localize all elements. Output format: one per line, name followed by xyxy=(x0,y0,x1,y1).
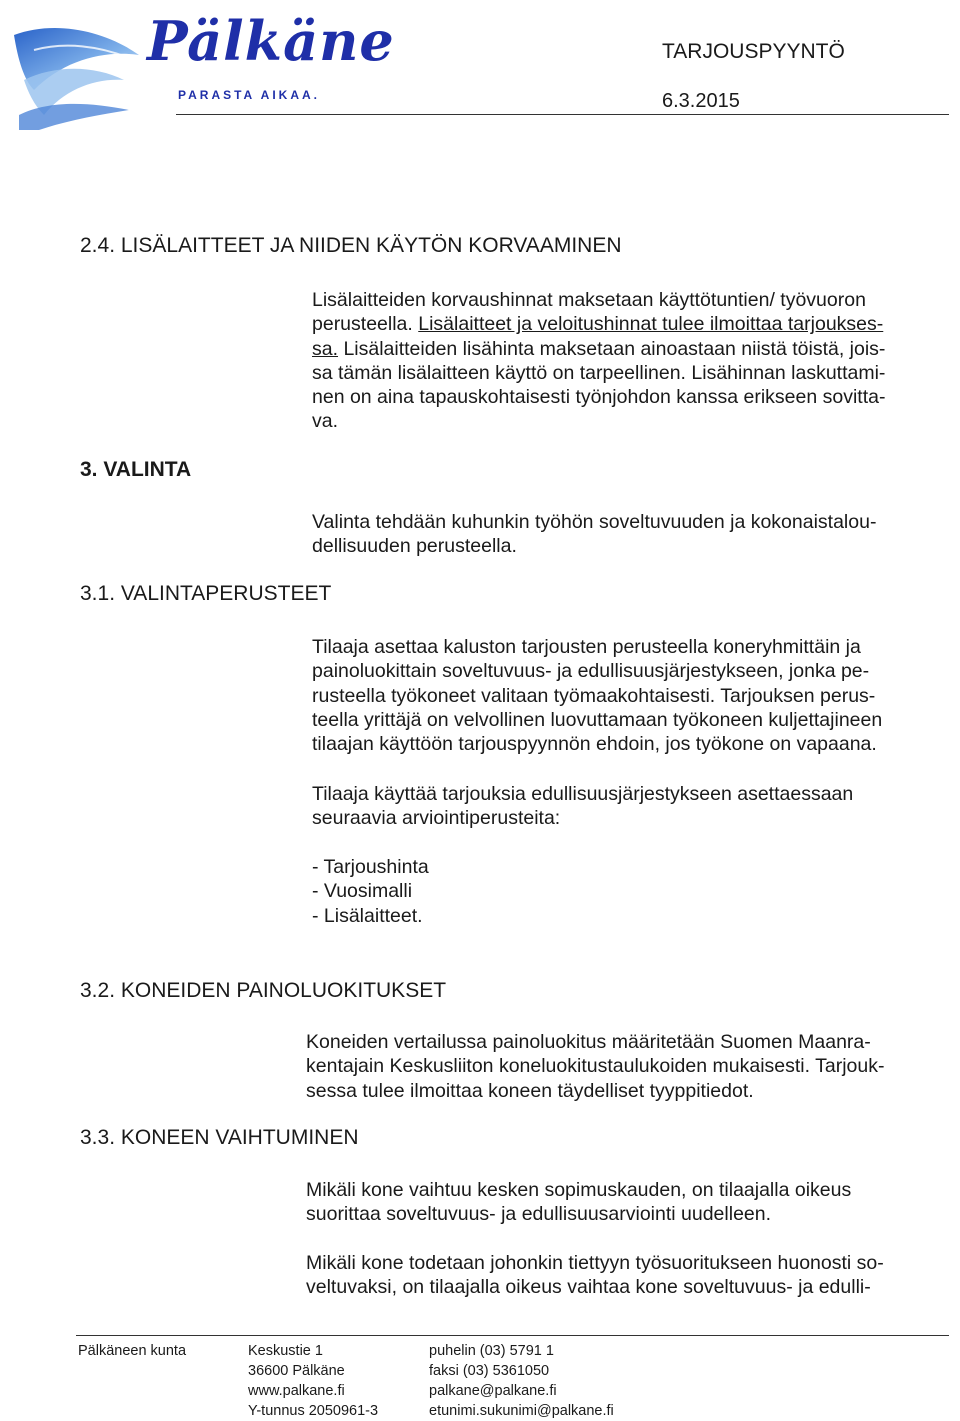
footer-line: www.palkane.fi xyxy=(248,1383,345,1399)
text-line: va. xyxy=(312,410,339,433)
footer-line: etunimi.sukunimi@palkane.fi xyxy=(429,1403,614,1419)
heading-3-3: 3.3. KONEEN VAIHTUMINEN xyxy=(80,1126,359,1149)
document-type: TARJOUSPYYNTÖ xyxy=(662,40,845,63)
text-line: Mikäli kone todetaan johonkin tiettyyn työsuoritukseen huonosti so- xyxy=(306,1252,884,1274)
text-line: perusteella. Lisälaitteet ja veloitushinnat tulee ilmoittaa tarjoukses- xyxy=(312,313,884,336)
heading-3-2: 3.2. KONEIDEN PAINOLUOKITUKSET xyxy=(80,979,447,1002)
text-line: sessa tulee ilmoittaa koneen täydelliset tyyppitiedot. xyxy=(306,1079,754,1102)
paragraph-3-2 xyxy=(306,1030,884,1103)
underlined-text: sa. xyxy=(312,337,339,360)
text-line: veltuvaksi, on tilaajalla oikeus vaihtaa kone soveltuvuus- ja edulli- xyxy=(306,1276,871,1299)
text-line: suorittaa soveltuvuus- ja edullisuusarviointi uudelleen. xyxy=(306,1203,772,1226)
text-line: Tilaaja asettaa kaluston tarjousten perusteella koneryhmittäin ja xyxy=(312,636,861,658)
criteria-list xyxy=(312,855,429,928)
paragraph-3-1-b xyxy=(312,782,853,831)
list-item: - Tarjoushinta xyxy=(312,856,429,878)
paragraph-3-3-a xyxy=(306,1178,851,1227)
logo-swoosh-graphic xyxy=(14,20,144,130)
text-line: tilaajan käyttöön tarjouspyynnön ehdoin, jos työkone on vapaana. xyxy=(312,733,877,756)
text-line: Mikäli kone vaihtuu kesken sopimuskauden, on tilaajalla oikeus xyxy=(306,1179,852,1201)
paragraph-3 xyxy=(312,510,876,559)
list-item: - Vuosimalli xyxy=(312,880,413,903)
footer-line: puhelin (03) 5791 1 xyxy=(429,1343,554,1359)
text-line: Valinta tehdään kuhunkin työhön soveltuvuuden ja kokonaistalou- xyxy=(312,511,877,533)
text-line: rusteella työkoneet valitaan työmaakohtaisesti. Tarjouksen perus- xyxy=(312,684,876,707)
paragraph-3-3-b xyxy=(306,1251,884,1300)
list-item: - Lisälaitteet. xyxy=(312,904,423,927)
underlined-text: Lisälaitteet ja veloitushinnat tulee ilmoittaa tarjoukses- xyxy=(418,313,884,336)
heading-3: 3. VALINTA xyxy=(80,458,192,481)
heading-3-1: 3.1. VALINTAPERUSTEET xyxy=(80,582,332,605)
logo-tagline: PARASTA AIKAA. xyxy=(178,88,320,102)
text-line: Tilaaja käyttää tarjouksia edullisuusjärjestykseen asettaessaan xyxy=(312,783,854,805)
footer-line: 36600 Pälkäne xyxy=(248,1363,345,1379)
text-line: dellisuuden perusteella. xyxy=(312,535,517,558)
text-line: nen on aina tapauskohtaisesti työnjohdon kanssa erikseen sovitta- xyxy=(312,386,886,409)
document-date: 6.3.2015 xyxy=(662,90,740,112)
footer-contact xyxy=(429,1341,614,1421)
footer-line: Y-tunnus 2050961-3 xyxy=(248,1403,379,1419)
text-line: sa tämän lisälaitteen käyttö on tarpeellinen. Lisähinnan laskuttami- xyxy=(312,361,886,384)
text-line: teella yrittäjä on velvollinen luovuttamaan työkoneen kuljettajineen xyxy=(312,708,883,731)
text-line: seuraavia arviointiperusteita: xyxy=(312,807,561,830)
paragraph-2-4 xyxy=(312,288,885,434)
footer-divider xyxy=(76,1335,949,1336)
footer-org: Pälkäneen kunta xyxy=(78,1343,187,1359)
footer-line: palkane@palkane.fi xyxy=(429,1383,557,1399)
footer-line: faksi (03) 5361050 xyxy=(429,1363,550,1379)
text-line: kentajain Keskusliiton koneluokitustaulukoiden mukaisesti. Tarjouk- xyxy=(306,1055,885,1078)
text-line: Koneiden vertailussa painoluokitus määritetään Suomen Maanra- xyxy=(306,1031,871,1053)
text-line: Lisälaitteiden korvaushinnat maksetaan käyttötuntien/ työvuoron xyxy=(312,289,866,311)
logo-wordmark: Pälkäne xyxy=(147,9,395,73)
footer-address xyxy=(248,1341,378,1421)
text-line: painoluokittain soveltuvuus- ja edullisuusjärjestykseen, jonka pe- xyxy=(312,660,870,683)
header-divider xyxy=(176,114,949,115)
footer-line: Keskustie 1 xyxy=(248,1343,323,1359)
heading-2-4: 2.4. LISÄLAITTEET JA NIIDEN KÄYTÖN KORVAAMINEN xyxy=(80,234,622,257)
paragraph-3-1-a xyxy=(312,635,882,756)
text-line: sa. Lisälaitteiden lisähinta maksetaan ainoastaan niistä töistä, jois- xyxy=(312,337,886,360)
